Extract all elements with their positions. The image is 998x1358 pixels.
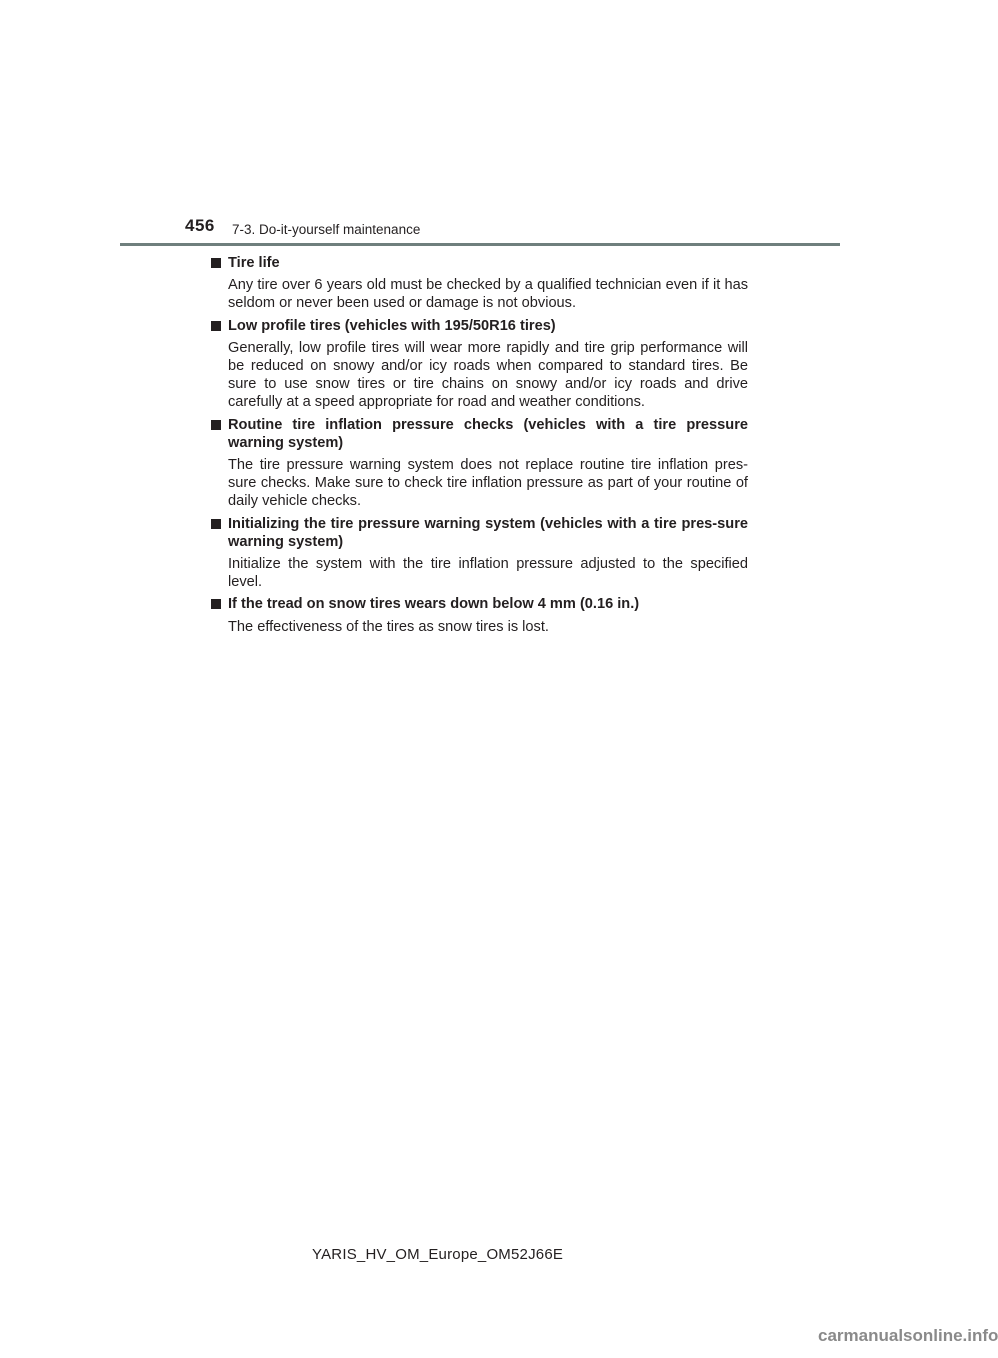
item-routine-checks <box>211 416 748 511</box>
item-body: The effectiveness of the tires as snow tires is lost. <box>228 618 549 635</box>
watermark: carmanualsonline.info <box>818 1326 998 1345</box>
item-body: Generally, low profile tires will wear more rapidly and tire grip performance will be reduced on snowy and/or icy roads when compared to standard tires. Be sure to use snow tires or tire chains on snowy and/or icy roads and drive carefully at a speed appropriate for road and weather conditions. <box>228 339 748 411</box>
item-heading: If the tread on snow tires wears down below 4 mm (0.16 in.) <box>228 596 640 613</box>
square-bullet-icon <box>211 519 221 529</box>
footer-doc-code: YARIS_HV_OM_Europe_OM52J66E <box>312 1246 564 1263</box>
item-heading: Low profile tires (vehicles with 195/50R16 tires) <box>228 317 556 334</box>
header-rule <box>120 243 840 246</box>
item-initializing <box>211 515 748 592</box>
square-bullet-icon <box>211 599 221 609</box>
page-number: 456 <box>185 216 215 235</box>
item-low-profile-tires <box>211 317 748 412</box>
square-bullet-icon <box>211 258 221 268</box>
item-tire-life <box>211 254 748 313</box>
square-bullet-icon <box>211 420 221 430</box>
item-snow-tire-tread <box>211 595 748 635</box>
section-title: 7-3. Do-it-yourself maintenance <box>232 222 421 237</box>
item-body: Initialize the system with the tire inflation pressure adjusted to the specified level. <box>228 556 748 591</box>
square-bullet-icon <box>211 321 221 331</box>
item-body: The tire pressure warning system does not replace routine tire inflation pres-sure checks. Make sure to check tire inflation pressure as part of your routine of daily vehicle checks. <box>228 457 748 510</box>
item-body: Any tire over 6 years old must be checked by a qualified technician even if it has seldom or never been used or damage is not obvious. <box>228 277 748 312</box>
item-heading: Initializing the tire pressure warning system (vehicles with a tire pres-sure warning system) <box>228 515 748 550</box>
content <box>211 254 748 640</box>
item-heading: Routine tire inflation pressure checks (vehicles with a tire pressure warning system) <box>228 416 748 451</box>
item-heading: Tire life <box>228 255 280 271</box>
